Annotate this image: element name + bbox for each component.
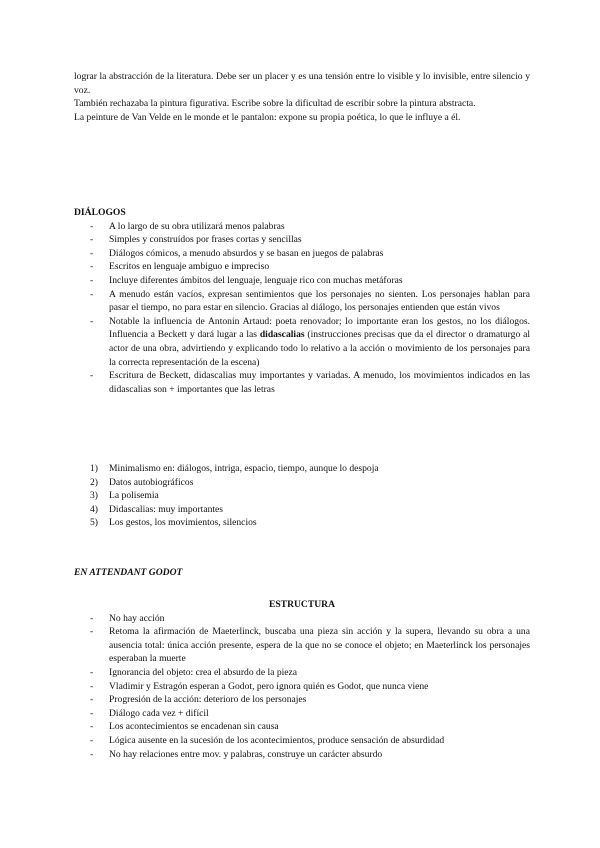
artaud-text-start: Notable la influencia de Antonin Artaud: poeta renovador; lo importante eran los gestos, no los diálogos. Influencia a Beckett y dará lugar a las xyxy=(109,315,530,341)
list-item: - No hay relaciones entre mov. y palabras, construye un carácter absurdo xyxy=(74,748,530,762)
list-item xyxy=(74,462,530,476)
item-number: 3) xyxy=(90,490,98,502)
godot-section xyxy=(74,566,530,580)
list-item xyxy=(74,476,530,490)
intro-paragraph: lograr la abstracción de la literatura. Debe ser un placer y es una tensión entre lo visible y lo invisible, entre silencio y voz. xyxy=(74,71,530,96)
list-item: - Diálogo cada vez + difícil xyxy=(74,707,530,721)
list-item: - A lo largo de su obra utilizará menos palabras xyxy=(74,220,530,234)
intro-section xyxy=(74,70,530,124)
item-text: Datos autobiográficos xyxy=(109,476,194,488)
artaud-text-end: (instrucciones precisas que da el director o dramaturgo al actor de una obra, advirtiendo y explicando todo lo relativo a la acción o movimiento de los personajes para la correcta representación de la escena) xyxy=(109,329,530,368)
item-text: Minimalismo en: diálogos, intriga, espacio, tiempo, aunque lo despoja xyxy=(109,463,379,474)
list-item: - Los acontecimientos se encadenan sin causa xyxy=(74,720,530,734)
list-item: - Retoma la afirmación de Maeterlinck, buscaba una pieza sin acción y la supera, llevando su obra a una ausencia total: única acción presente, espera de la que no se conoce el objeto; en Maeterlinck los personajes esperaban la muerte xyxy=(74,625,530,666)
list-item: - Vladimir y Estragón esperan a Godot, pero ignora quién es Godot, que nunca viene xyxy=(74,680,530,694)
dialogos-list xyxy=(74,220,530,397)
item-text: Los gestos, los movimientos, silencios xyxy=(109,517,257,529)
list-item xyxy=(74,315,530,369)
estructura-section xyxy=(74,598,530,761)
dialogos-section xyxy=(74,206,530,396)
list-item xyxy=(74,503,530,517)
godot-heading: EN ATTENDANT GODOT xyxy=(74,567,183,578)
intro-paragraph: La peinture de Van Velde en le monde et le pantalon: expone su propia poética, lo que le influye a él. xyxy=(74,111,461,123)
item-number: 5) xyxy=(90,517,98,529)
intro-paragraph: También rechazaba la pintura figurativa. Escribe sobre la dificultad de escribir sobre la pintura abstracta. xyxy=(74,98,476,110)
list-item: - Simples y construídos por frases cortas y sencillas xyxy=(74,233,530,247)
list-item: - Ignorancia del objeto: crea el absurdo de la pieza xyxy=(74,666,530,680)
item-text: La polisemia xyxy=(109,490,159,502)
list-item: - Lógica ausente en la sucesión de los acontecimientos, produce sensación de absurdidad xyxy=(74,734,530,748)
dialogos-heading: DIÁLOGOS xyxy=(74,207,126,218)
summary-list xyxy=(74,462,530,530)
item-number: 1) xyxy=(90,463,98,474)
estructura-title: ESTRUCTURA xyxy=(268,599,336,610)
list-item: - No hay acción xyxy=(74,612,530,626)
item-text: Didascalias: muy importantes xyxy=(109,503,224,515)
summary-section xyxy=(74,462,530,530)
didascalias-term: didascalias xyxy=(259,329,305,341)
list-item: - Diálogos cómicos, a menudo absurdos y se basan en juegos de palabras xyxy=(74,247,530,261)
list-item: - Escritos en lenguaje ambiguo e impreciso xyxy=(74,260,530,274)
list-item: - Progresión de la acción: deterioro de los personajes xyxy=(74,693,530,707)
item-number: 2) xyxy=(90,476,98,488)
list-item: - A menudo están vacíos, expresan sentimientos que los personajes no sienten. Los personajes hablan para pasar el tiempo, no para estar en silencio. Gracias al diálogo, los personajes entienden que están vivos xyxy=(74,288,530,315)
list-item: - Escritura de Beckett, didascalias muy importantes y variadas. A menudo, los movimientos indicados en las didascalias son + importantes que las letras xyxy=(74,369,530,396)
list-item xyxy=(74,489,530,503)
item-number: 4) xyxy=(90,503,98,515)
estructura-list xyxy=(74,612,530,762)
list-item xyxy=(74,516,530,530)
list-item: - Incluye diferentes ámbitos del lenguaje, lenguaje rico con muchas metáforas xyxy=(74,274,530,288)
